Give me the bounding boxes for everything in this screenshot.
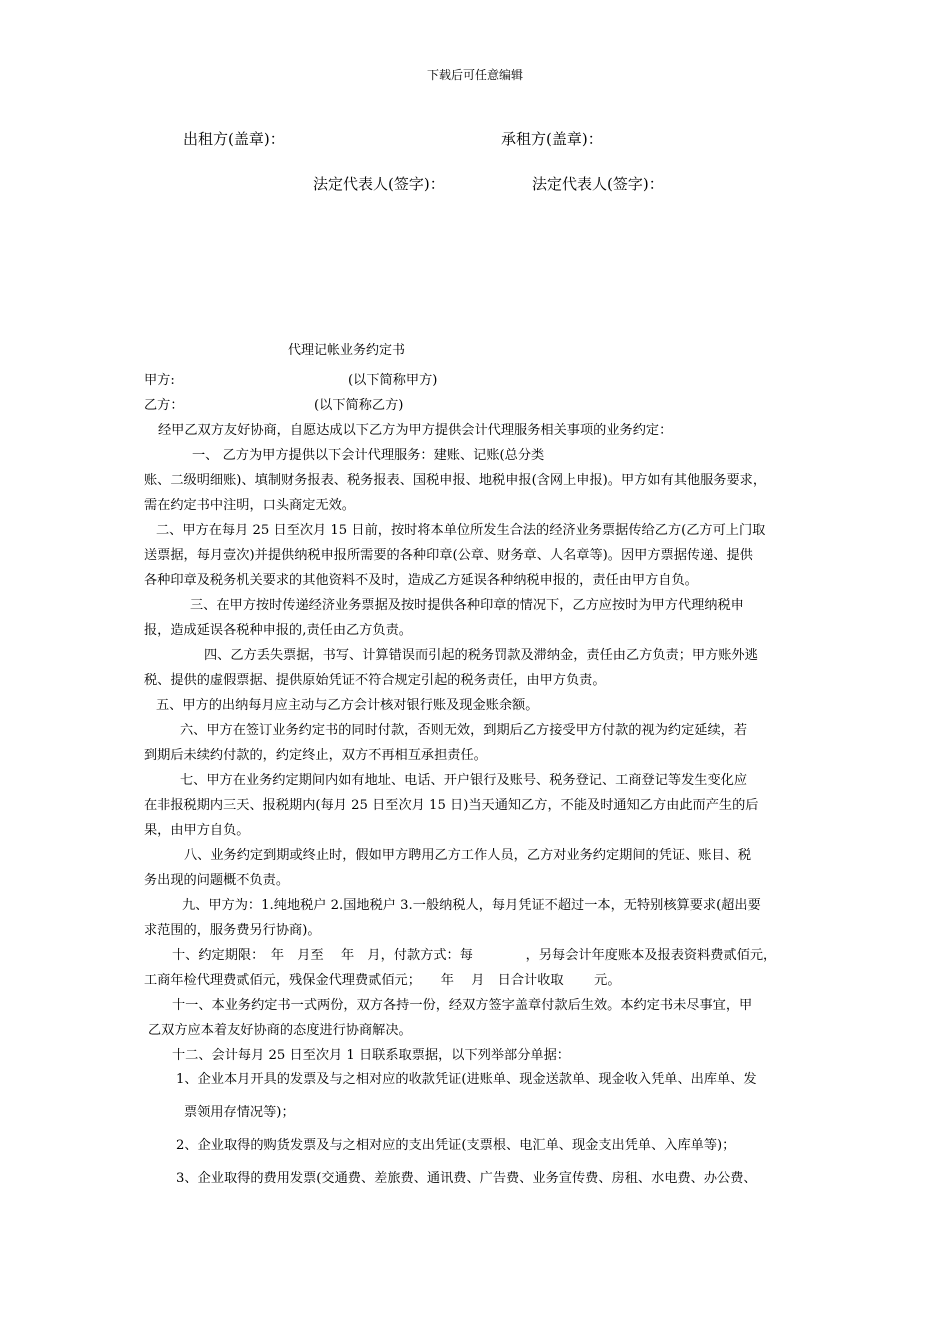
lessor-representative-label: 法定代表人(签字)： [313, 175, 445, 193]
body-line: 经甲乙双方友好协商，自愿达成以下乙方为甲方提供会计代理服务相关事项的业务约定： [158, 423, 673, 438]
party-b-label: 乙方： [144, 398, 184, 413]
receipt-item: 3、企业取得的费用发票(交通费、差旅费、通讯费、广告费、业务宣传费、房租、水电费、办公费、 [176, 1171, 757, 1186]
body-line: 四、乙方丢失票据，书写、计算错误而引起的税务罚款及滞纳金，责任由乙方负责；甲方账外逃 [204, 648, 758, 663]
body-line: 一、 乙方为甲方提供以下会计代理服务：建账、记账(总分类 [192, 448, 545, 463]
body-line: 十一、本业务约定书一式两份，双方各持一份，经双方签字盖章付款后生效。本约定书未尽事宜，甲 [172, 998, 753, 1013]
party-a-label: 甲方: [144, 373, 175, 388]
body-line: 十二、会计每月 25 日至次月 1 日联系取票据，以下列举部分单据： [172, 1048, 570, 1063]
body-line: 果，由甲方自负。 [144, 823, 250, 838]
body-line: 在非报税期内三天、报税期内(每月 25 日至次月 15 日)当天通知乙方，不能及时通知乙方由此而产生的后 [144, 798, 759, 813]
body-line: 到期后未续约付款的，约定终止，双方不再相互承担责任。 [144, 748, 487, 763]
page-header: 下载后可任意编辑 [426, 68, 523, 82]
document-title: 代理记帐业务约定书 [288, 343, 406, 358]
body-line: 十、约定期限： 年 月至 年 月，付款方式：每 ，另每会计年度账本及报表资料费贰佰元， [172, 948, 777, 963]
receipt-item: 票领用存情况等)； [184, 1105, 295, 1120]
body-line: 工商年检代理费贰佰元，残保金代理费贰佰元； 年 月 日合计收取 元。 [144, 973, 621, 988]
party-a-note: (以下简称甲方) [348, 373, 438, 388]
lessor-seal-label: 出租方(盖章)： [183, 130, 285, 148]
body-line: 务出现的问题概不负责。 [144, 873, 290, 888]
body-line: 税、提供的虚假票据、提供原始凭证不符合规定引起的税务责任，由甲方负责。 [144, 673, 606, 688]
body-line: 六、甲方在签订业务约定书的同时付款，否则无效，到期后乙方接受甲方付款的视为约定延续，若 [180, 723, 748, 738]
body-line: 七、甲方在业务约定期间内如有地址、电话、开户银行及账号、税务登记、工商登记等发生变化应 [180, 773, 748, 788]
body-line: 各种印章及税务机关要求的其他资料不及时，造成乙方延误各种纳税申报的，责任由甲方自负。 [144, 573, 698, 588]
body-line: 求范围的，服务费另行协商)。 [144, 923, 321, 938]
body-line: 八、业务约定到期或终止时，假如甲方聘用乙方工作人员，乙方对业务约定期间的凭证、账目、税 [184, 848, 752, 863]
body-line: 三、在甲方按时传递经济业务票据及按时提供各种印章的情况下，乙方应按时为甲方代理纳税申 [190, 598, 744, 613]
body-line: 九、甲方为：1.纯地税户 2.国地税户 3.一般纳税人，每月凭证不超过一本，无特别核算要求(超出要 [182, 898, 761, 913]
body-line: 五、甲方的出纳每月应主动与乙方会计核对银行账及现金账余额。 [156, 698, 539, 713]
receipt-item: 2、企业取得的购货发票及与之相对应的支出凭证(支票根、电汇单、现金支出凭单、入库单等)； [176, 1138, 736, 1153]
party-b-note: (以下简称乙方) [314, 398, 404, 413]
receipt-item: 1、企业本月开具的发票及与之相对应的收款凭证(进账单、现金送款单、现金收入凭单、出库单、发 [176, 1072, 757, 1087]
agreement-body [144, 418, 812, 1068]
lessee-seal-label: 承租方(盖章)： [501, 130, 603, 148]
body-line: 送票据，每月壹次)并提供纳税申报所需要的各种印章(公章、财务章、人名章等)。因甲方票据传递、提供 [144, 548, 753, 563]
body-line: 二、甲方在每月 25 日至次月 15 日前，按时将本单位所发生合法的经济业务票据传给乙方(乙方可上门取 [156, 523, 766, 538]
body-line: 报，造成延误各税种申报的,责任由乙方负责。 [144, 623, 412, 638]
lessee-representative-label: 法定代表人(签字)： [532, 175, 664, 193]
body-line: 账、二级明细账)、填制财务报表、税务报表、国税申报、地税申报(含网上申报)。甲方如有其他服务要求， [144, 473, 767, 488]
body-line: 需在约定书中注明，口头商定无效。 [144, 498, 355, 513]
receipts-list [144, 1063, 812, 1195]
body-line: 乙双方应本着友好协商的态度进行协商解决。 [148, 1023, 412, 1038]
